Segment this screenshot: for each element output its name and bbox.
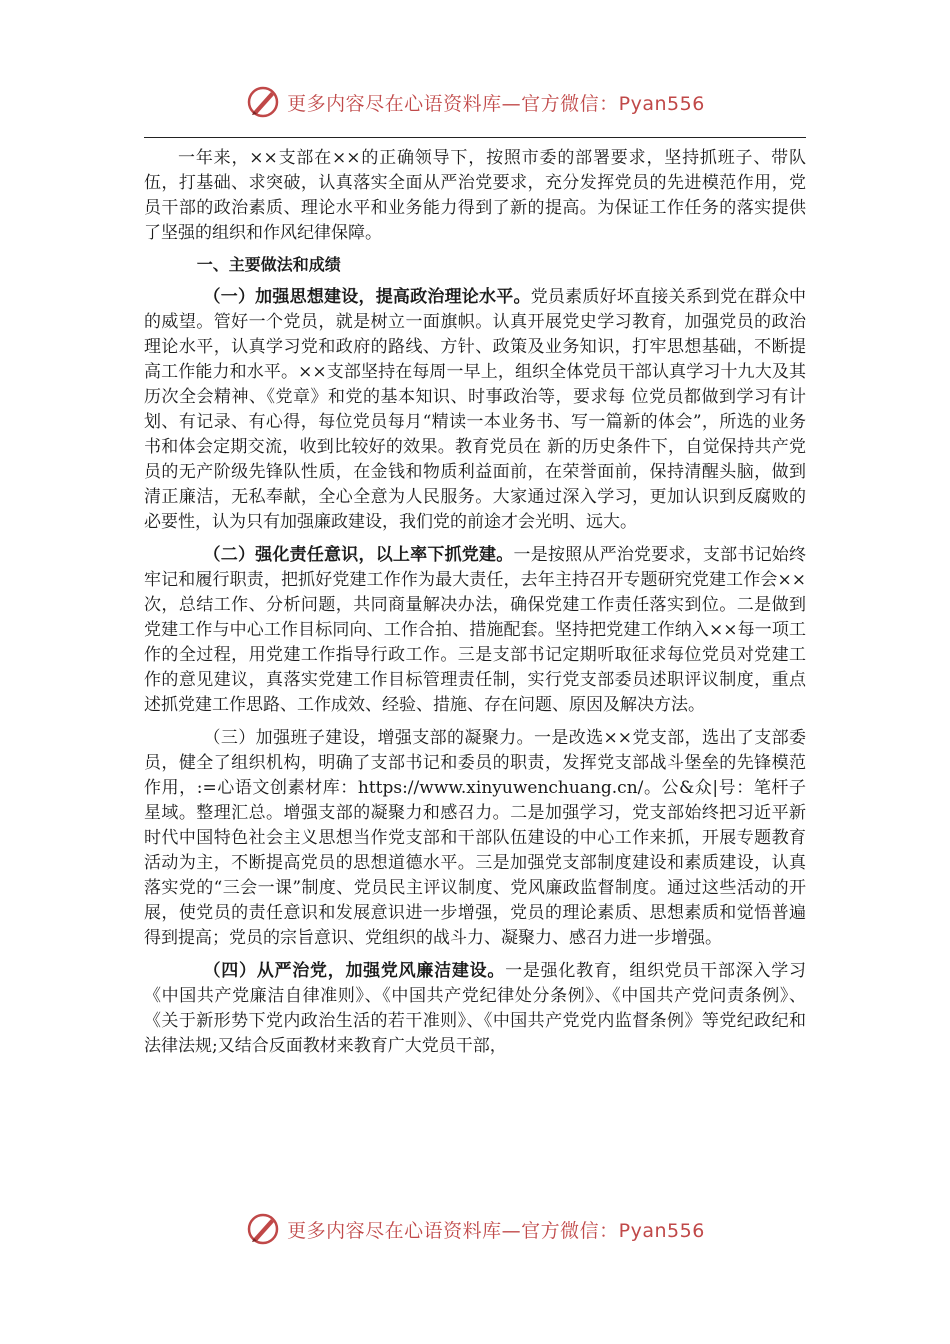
item-4-paragraph — [144, 959, 806, 1059]
item-2-paragraph — [144, 543, 806, 718]
banner-text-footer: 更多内容尽在心语资料库—官方微信：Pyan556 — [287, 1219, 705, 1242]
item-4-lead: （四）从严治党，加强党风廉洁建设。 — [203, 961, 506, 981]
section-heading: 一、主要做法和成绩 — [196, 255, 341, 274]
header-rule — [144, 137, 806, 138]
item-3-lead: （三）加强班子建设，增强支部的凝聚力。 — [203, 728, 534, 748]
item-1-body: 党员素质好坏直接关系到党在群众中的威望。管好一个党员，就是树立一面旗帜。认真开展党史学习教育，加强党员的政治理论水平，认真学习党和政府的路线、方针、政策及业务知识，打牢思想基础，不断提高工作能力和水平。××支部坚持在每周一早上，组织全体党员干部认真学习十九大及其历次全会精神、《党章》和党的基本知识、时事政治等，要求每 位党员都做到学习有计划、有记录、有心得，每位党员每月“精读一本业务书、写一篇新的体会”，所选的业务书和体会定期交流，收到比较好的效果。教育党员在 新的历史条件下，自觉保持共产党员的无产阶级先锋队性质，在金钱和物质利益面前，在荣誉面前，保持清醒头脑，做到清正廉洁，无私奉献，全心全意为人民服务。大家通过深入学习，更加认识到反腐败的必要性，认为只有加强廉政建设，我们党的前途才会光明、远大。 — [144, 287, 807, 532]
item-2-body: 一是按照从严治党要求，支部书记始终牢记和履行职责，把抓好党建工作作为最大责任，去年主持召开专题研究党建工作会××次，总结工作、分析问题，共同商量解决办法，确保党建工作责任落实到位。二是做到党建工作与中心工作目标同向、工作合拍、措施配套。坚持把党建工作纳入××每一项工作的全过程，用党建工作指导行政工作。三是支部书记定期听取征求每位党员对党建工作的意见建议，真落实党建工作目标管理责任制，实行党支部委员述职评议制度，重点述抓党建工作思路、工作成效、经验、措施、存在问题、原因及解决方法。 — [144, 545, 807, 715]
pen-logo-icon — [245, 1211, 281, 1247]
item-3-body: 一是改选××党支部，选出了支部委员，健全了组织机构，明确了支部书记和委员的职责，发挥党支部战斗堡垒的先锋模范作用，:=心语文创素材库：https://www.xinyuwenchuang.cn/。公&众|号：笔杆子星域。整理汇总。增强支部的凝聚力和感召力。二是加强学习，党支部始终把习近平新时代中国特色社会主义思想当作党支部和干部队伍建设的中心工作来抓，开展专题教育活动为主，不断提高党员的思想道德水平。三是加强党支部制度建设和素质建设，认真落实党的“三会一课”制度、党员民主评议制度、党风廉政监督制度。通过这些活动的开展，使党员的责任意识和发展意识进一步增强，党员的理论素质、思想素质和觉悟普遍得到提高；党员的宗旨意识、党组织的战斗力、凝聚力、感召力进一步增强。 — [144, 728, 806, 948]
item-4-body: 一是强化教育，组织党员干部深入学习《中国共产党廉洁自律准则》、《中国共产党纪律处分条例》、《中国共产党问责条例》、《关于新形势下党内政治生活的若干准则》、《中国共产党党内监督条例》等党纪政纪和法律法规;又结合反面教材来教育广大党员干部， — [144, 961, 807, 1056]
item-1-paragraph — [144, 285, 806, 535]
header-banner — [0, 82, 950, 122]
document-body — [144, 146, 806, 1059]
item-2-lead: （二）强化责任意识，以上率下抓党建。 — [203, 545, 514, 565]
item-3-paragraph — [144, 726, 806, 951]
footer-banner — [0, 1209, 950, 1249]
item-1-lead: （一）加强思想建设，提高政治理论水平。 — [203, 287, 531, 307]
intro-paragraph: 一年来，××支部在××的正确领导下，按照市委的部署要求，坚持抓班子、带队伍，打基础、求突破，认真落实全面从严治党要求，充分发挥党员的先进模范作用，党员干部的政治素质、理论水平和业务能力得到了新的提高。为保证工作任务的落实提供了坚强的组织和作风纪律保障。 — [144, 148, 806, 243]
banner-text: 更多内容尽在心语资料库—官方微信：Pyan556 — [287, 92, 705, 115]
pen-logo-icon — [245, 84, 281, 120]
